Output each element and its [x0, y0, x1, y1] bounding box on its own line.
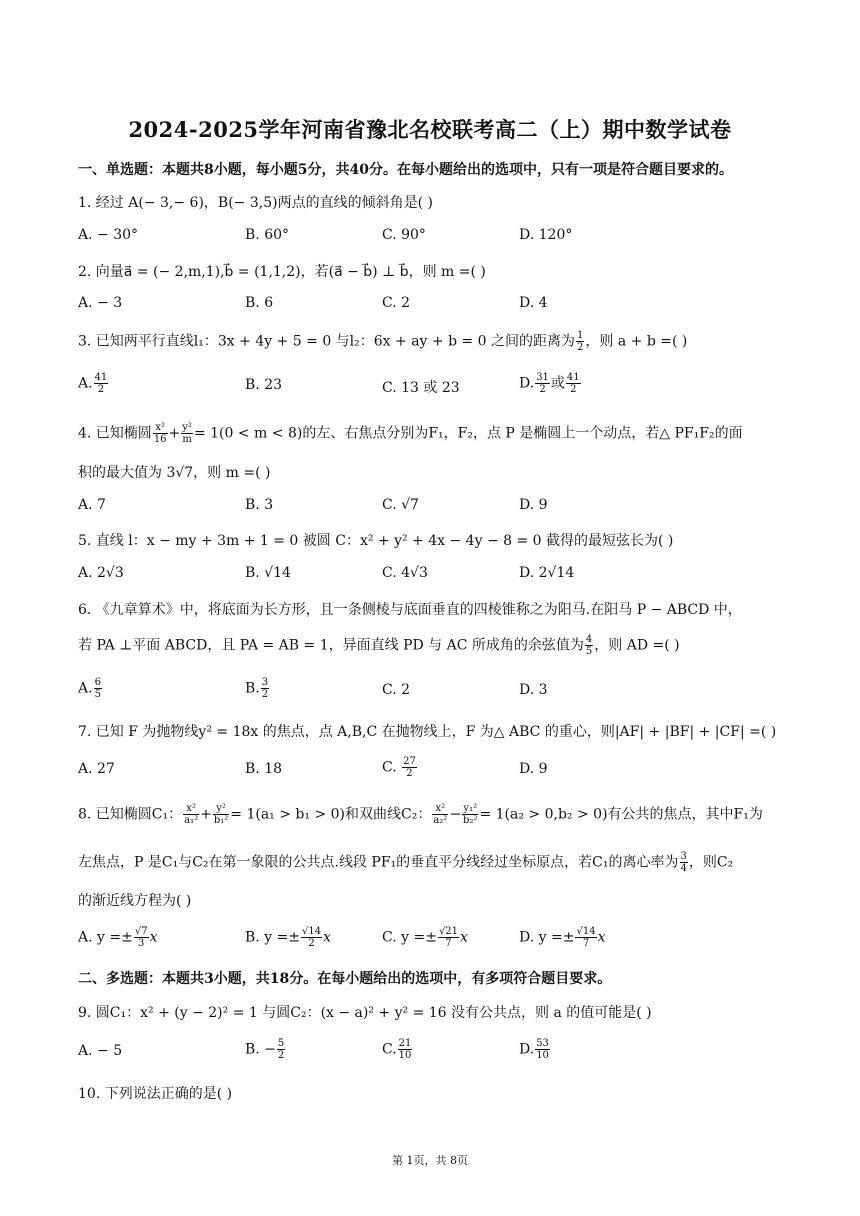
- question-5: 5. 直线 l：x − my + 3m + 1 = 0 被圆 C：x² + y² + 4x − 4y − 8 = 0 截得的最短弦长为( ): [78, 533, 674, 549]
- q3-option-c: C. 13 或 23: [382, 380, 460, 396]
- q4-option-b: B. 3: [245, 497, 274, 513]
- q2-option-a: A. − 3: [78, 295, 123, 311]
- question-8-line-3: 的渐近线方程为( ): [78, 893, 192, 909]
- q8-option-a: A. y =± $\frac{√7}{3}$ x: [78, 926, 158, 949]
- q7-option-a: A. 27: [78, 761, 115, 777]
- section-heading-single-choice: 一、单选题：本题共8小题，每小题5分，共40分。在每小题给出的选项中，只有一项是符合题目要求的。: [78, 162, 733, 178]
- question-7: 7. 已知 F 为抛物线y² = 18x 的焦点，点 A,B,C 在抛物线上，F 为△ ABC 的重心，则|AF| + |BF| + |CF| =( ): [78, 724, 777, 740]
- q2-option-d: D. 4: [519, 295, 548, 311]
- q1-option-a: A. − 30°: [78, 227, 139, 243]
- q6-option-d: D. 3: [519, 682, 548, 698]
- q8-option-b: B. y =± $\frac{√14}{2}$ x: [245, 926, 332, 949]
- q5-option-b: B. √14: [245, 565, 291, 581]
- q4-option-a: A. 7: [78, 497, 106, 513]
- q4-option-d: D. 9: [519, 497, 548, 513]
- question-8-line-2: 左焦点，P 是C₁与C₂在第一象限的公共点.线段 PF₁的垂直平分线经过坐标原点，若C₁的离心率为 $\frac{3}{4}$ ，则C₂: [78, 851, 734, 874]
- question-9: 9. 圆C₁：x² + (y − 2)² = 1 与圆C₂：(x − a)² + y² = 16 没有公共点，则 a 的值可能是( ): [78, 1005, 652, 1021]
- q4-option-c: C. √7: [382, 497, 419, 513]
- q9-option-a: A. − 5: [78, 1043, 123, 1059]
- q2-option-c: C. 2: [382, 295, 411, 311]
- q3-option-a: A. $\frac{41}{2}$: [78, 372, 108, 395]
- q3-option-b: B. 23: [245, 377, 283, 393]
- q8-option-c: C. y =± $\frac{√21}{7}$ x: [382, 926, 468, 949]
- question-6-line-1: 6. 《九章算术》中，将底面为长方形，且一条侧棱与底面垂直的四棱锥称之为阳马.在阳马 P − ABCD 中，: [78, 602, 742, 618]
- question-10: 10. 下列说法正确的是( ): [78, 1086, 233, 1102]
- q3-option-d: D. $\frac{31}{2}$ 或 $\frac{41}{2}$: [519, 372, 580, 395]
- q9-option-d: D. $\frac{53}{10}$: [519, 1038, 549, 1061]
- q3-text-a: 3. 已知两平行直线l₁：3x + 4y + 5 = 0 与l₂：6x + ay + b = 0 之间的距离为: [78, 333, 576, 350]
- exam-title: 2024-2025学年河南省豫北名校联考高二（上）期中数学试卷: [128, 117, 732, 142]
- question-8-line-1: 8. 已知椭圆C₁： $\frac{\text{x²}}{\text{a₁²}}$ + $\frac{\text{y²}}{\text{b₁²}}$ = 1(a₁ > b₁ > 0)和双曲线C₂： $\frac{\text{x²}}{\text{a₂²}}$ − $\frac{\text{y₁²}}{\text{b₂²}}$ = 1(a₂ > 0,b₂ > 0)有公共的焦点，其中F₁为: [78, 803, 763, 826]
- q6-option-b: B. $\frac{3}{2}$: [245, 677, 269, 700]
- q1-option-d: D. 120°: [519, 227, 573, 243]
- q2-option-b: B. 6: [245, 295, 274, 311]
- q3-text-b: ，则 a + b =( ): [585, 333, 688, 350]
- q8-option-d: D. y =± $\frac{√14}{7}$ x: [519, 926, 606, 949]
- q1-option-b: B. 60°: [245, 227, 290, 243]
- section-heading-multiple-choice: 二、多选题：本题共3小题，共18分。在每小题给出的选项中，有多项符合题目要求。: [78, 971, 612, 987]
- q5-option-d: D. 2√14: [519, 565, 575, 581]
- q6-option-a: A. $\frac{6}{5}$: [78, 677, 101, 700]
- q7-option-c: C. $\frac{27}{2}$: [382, 756, 416, 779]
- q5-option-a: A. 2√3: [78, 565, 124, 581]
- question-4-line-1: 4. 已知椭圆 $\frac{\text{x²}}{16}$ + $\frac{\text{y²}}{m}$ = 1(0 < m < 8)的左、右焦点分别为F₁，F₂，点 P 是椭圆上一个动点，若△ PF₁F₂的面: [78, 422, 743, 445]
- question-4-line-2: 积的最大值为 3√7，则 m =( ): [78, 465, 271, 481]
- q9-option-b: B. − $\frac{5}{2}$: [245, 1038, 285, 1061]
- fraction-one-half: $\frac{1}{2}$: [577, 330, 584, 353]
- q5-option-c: C. 4√3: [382, 565, 428, 581]
- question-3: [78, 330, 687, 353]
- q9-option-c: C. $\frac{21}{10}$: [382, 1038, 412, 1061]
- question-6-line-2: 若 PA ⊥平面 ABCD，且 PA = AB = 1，异面直线 PD 与 AC 所成角的余弦值为 $\frac{4}{5}$ ，则 AD =( ): [78, 634, 680, 657]
- question-2: 2. 向量a⃗ = (− 2,m,1),b⃗ = (1,1,2)，若(a⃗ − b⃗) ⊥ b⃗，则 m =( ): [78, 264, 486, 280]
- question-1: 1. 经过 A(− 3,− 6)，B(− 3,5)两点的直线的倾斜角是( ): [78, 195, 433, 211]
- q7-option-b: B. 18: [245, 761, 283, 777]
- q7-option-d: D. 9: [519, 761, 548, 777]
- q6-option-c: C. 2: [382, 682, 411, 698]
- page-footer: 第 1页，共 8页: [392, 1154, 468, 1167]
- q1-option-c: C. 90°: [382, 227, 426, 243]
